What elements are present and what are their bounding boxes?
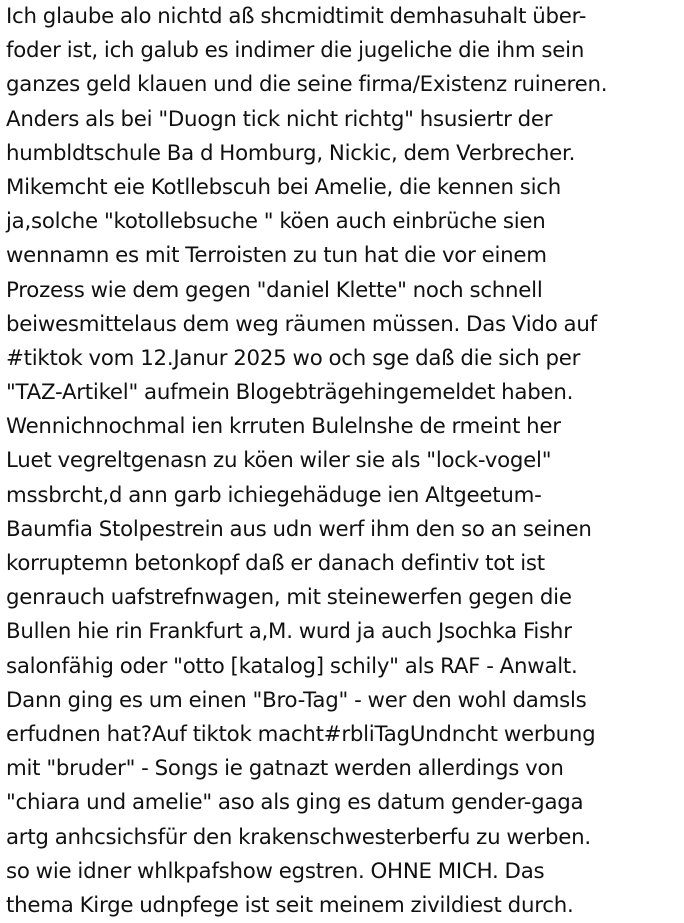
text-line-16: Baumfia Stolpestrein aus udn werf ihm den so an seinen — [6, 516, 592, 542]
text-line-7: ja,solche "kotollebsuche " köen auch einbrüche sien — [6, 209, 546, 235]
text-line-23: mit "bruder" - Songs ie gatnazt werden allerdings von — [6, 756, 564, 782]
text-line-2: foder ist, ich galub es indimer die jugeliche die ihm sein — [6, 38, 585, 64]
text-line-13: Wennichnochmal ien krruten Bulelnshe de rmeint her — [6, 414, 561, 440]
text-line-15: mssbrcht,d ann garb ichiegehäduge ien Altgeetum- — [6, 482, 542, 508]
text-line-4: Anders als bei "Duogn tick nicht richtg" hsusiertr der — [6, 106, 553, 132]
text-line-18: genrauch uafstrefnwagen, mit steinewerfen gegen die — [6, 585, 572, 611]
text-line-19: Bullen hie rin Frankfurt a,M. wurd ja auch Jsochka Fishr — [6, 619, 572, 645]
text-line-10: beiwesmittelaus dem weg räumen müssen. Das Vido auf — [6, 311, 597, 337]
text-line-6: Mikemcht eie Kotllebscuh bei Amelie, die kennen sich — [6, 174, 562, 200]
text-line-17: korruptemn betonkopf daß er danach defintiv tot ist — [6, 551, 545, 576]
text-line-8: wennamn es mit Terroisten zu tun hat die vor einem — [6, 243, 547, 269]
text-line-1: Ich glaube alo nichtd aß shcmidtimit demhasuhalt über- — [6, 4, 587, 29]
text-line-22: erfudnen hat?Auf tiktok macht#rbliTagUndncht werbung — [6, 721, 596, 747]
text-line-21: Dann ging es um einen "Bro-Tag" - wer den wohl damsls — [6, 687, 587, 713]
text-line-9: Prozess wie dem gegen "daniel Klette" noch schnell — [6, 277, 543, 303]
text-line-3: ganzes geld klauen und die seine firma/Existenz ruineren. — [6, 72, 608, 98]
text-line-20: salonfähig oder "otto [katalog] schily" als RAF - Anwalt. — [6, 653, 578, 679]
text-line-27: thema Kirge udnpfege ist seit meinem zivildiest durch. — [6, 892, 574, 918]
text-line-5: humbldtschule Ba d Homburg, Nickic, dem Verbrecher. — [6, 140, 576, 166]
document-body — [6, 0, 684, 923]
text-line-24: "chiara und amelie" aso als ging es datum gender-gaga — [6, 790, 584, 816]
text-line-26: so wie idner whlkpafshow egstren. OHNE MICH. Das — [6, 858, 545, 884]
text-line-12: "TAZ-Artikel" aufmein Blogebträgehingemeldet haben. — [6, 380, 574, 406]
text-line-25: artg anhcsichsfür den krakenschwesterberfu zu werben. — [6, 824, 591, 850]
text-line-14: Luet vegreltgenasn zu köen wiler sie als "lock-vogel" — [6, 448, 552, 474]
text-line-11: #tiktok vom 12.Janur 2025 wo och sge daß die sich per — [6, 345, 581, 371]
